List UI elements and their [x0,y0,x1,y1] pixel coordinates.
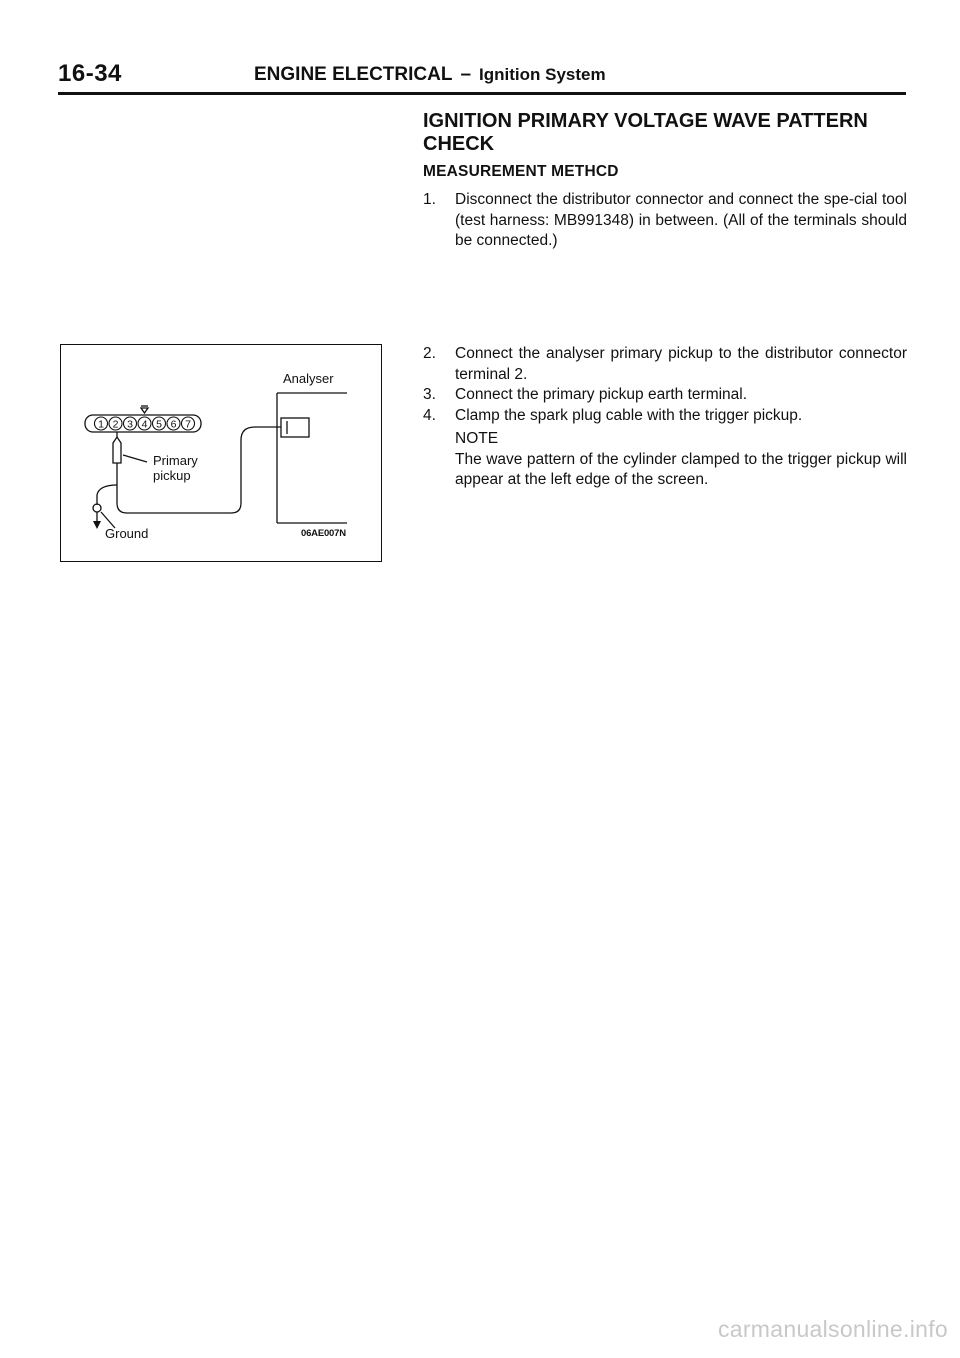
page-header [58,60,906,94]
connector-pin-number: 4 [141,418,148,431]
header-rule [58,92,906,95]
ground-clip-icon [93,504,101,512]
step-item [423,190,907,252]
step-text: Disconnect the distributor connector and connect the spe-cial tool (test harness: MB991348) in between. (All of the terminals should be connected.) [455,191,907,249]
primary-pickup-clip-icon [113,437,121,463]
analyser-socket [281,418,309,437]
pickup-label: pickup [153,468,191,483]
connector-pin-number: 3 [127,418,133,431]
step-number: 3. [423,386,436,403]
pickup-cable [117,427,281,513]
ground-label: Ground [105,526,149,541]
step-item [423,406,907,427]
step-text: Clamp the spark plug cable with the trigger pickup. [455,406,803,424]
step-number: 1. [423,191,436,208]
page-number: 16-34 [58,60,122,87]
step-item [423,385,907,406]
ground-arrow-icon [93,521,101,529]
note-label: NOTE [455,430,499,447]
page-title: IGNITION PRIMARY VOLTAGE WAVE PATTERN CHECK [423,110,868,155]
connector-pin-number: 2 [112,418,119,431]
steps-list-a [423,190,907,252]
note-block [455,429,907,491]
subheading: MEASUREMENT METHCD [423,163,619,180]
primary-label: Primary [153,453,198,468]
steps-list-b [423,344,907,426]
connector-pin-number: 6 [170,418,177,431]
watermark: carmanualsonline.info [717,1316,948,1342]
step-text: Connect the primary pickup earth terminal. [455,386,748,403]
connector-pin-number: 7 [185,418,191,431]
connector-pin-number: 1 [98,418,104,431]
step-text: Connect the analyser primary pickup to the distributor connector terminal 2. [455,345,907,383]
section-separator: – [460,64,472,85]
ground-lead [97,485,117,505]
step-number: 2. [423,345,436,362]
connector-pins [95,417,195,431]
subsection-name: Ignition System [479,65,606,84]
figure-code: 06AE007N [301,528,346,539]
section-name: ENGINE ELECTRICAL [254,64,453,85]
connector-latch-icon [141,408,148,413]
connector-pin-number: 5 [156,418,162,431]
step-number: 4. [423,406,436,424]
step-item [423,344,907,385]
analyser-label: Analyser [283,371,334,386]
section-title [254,64,606,86]
wiring-diagram-figure [60,344,382,562]
note-text: The wave pattern of the cylinder clamped to the trigger pickup will appear at the left edge of the screen. [455,450,907,488]
